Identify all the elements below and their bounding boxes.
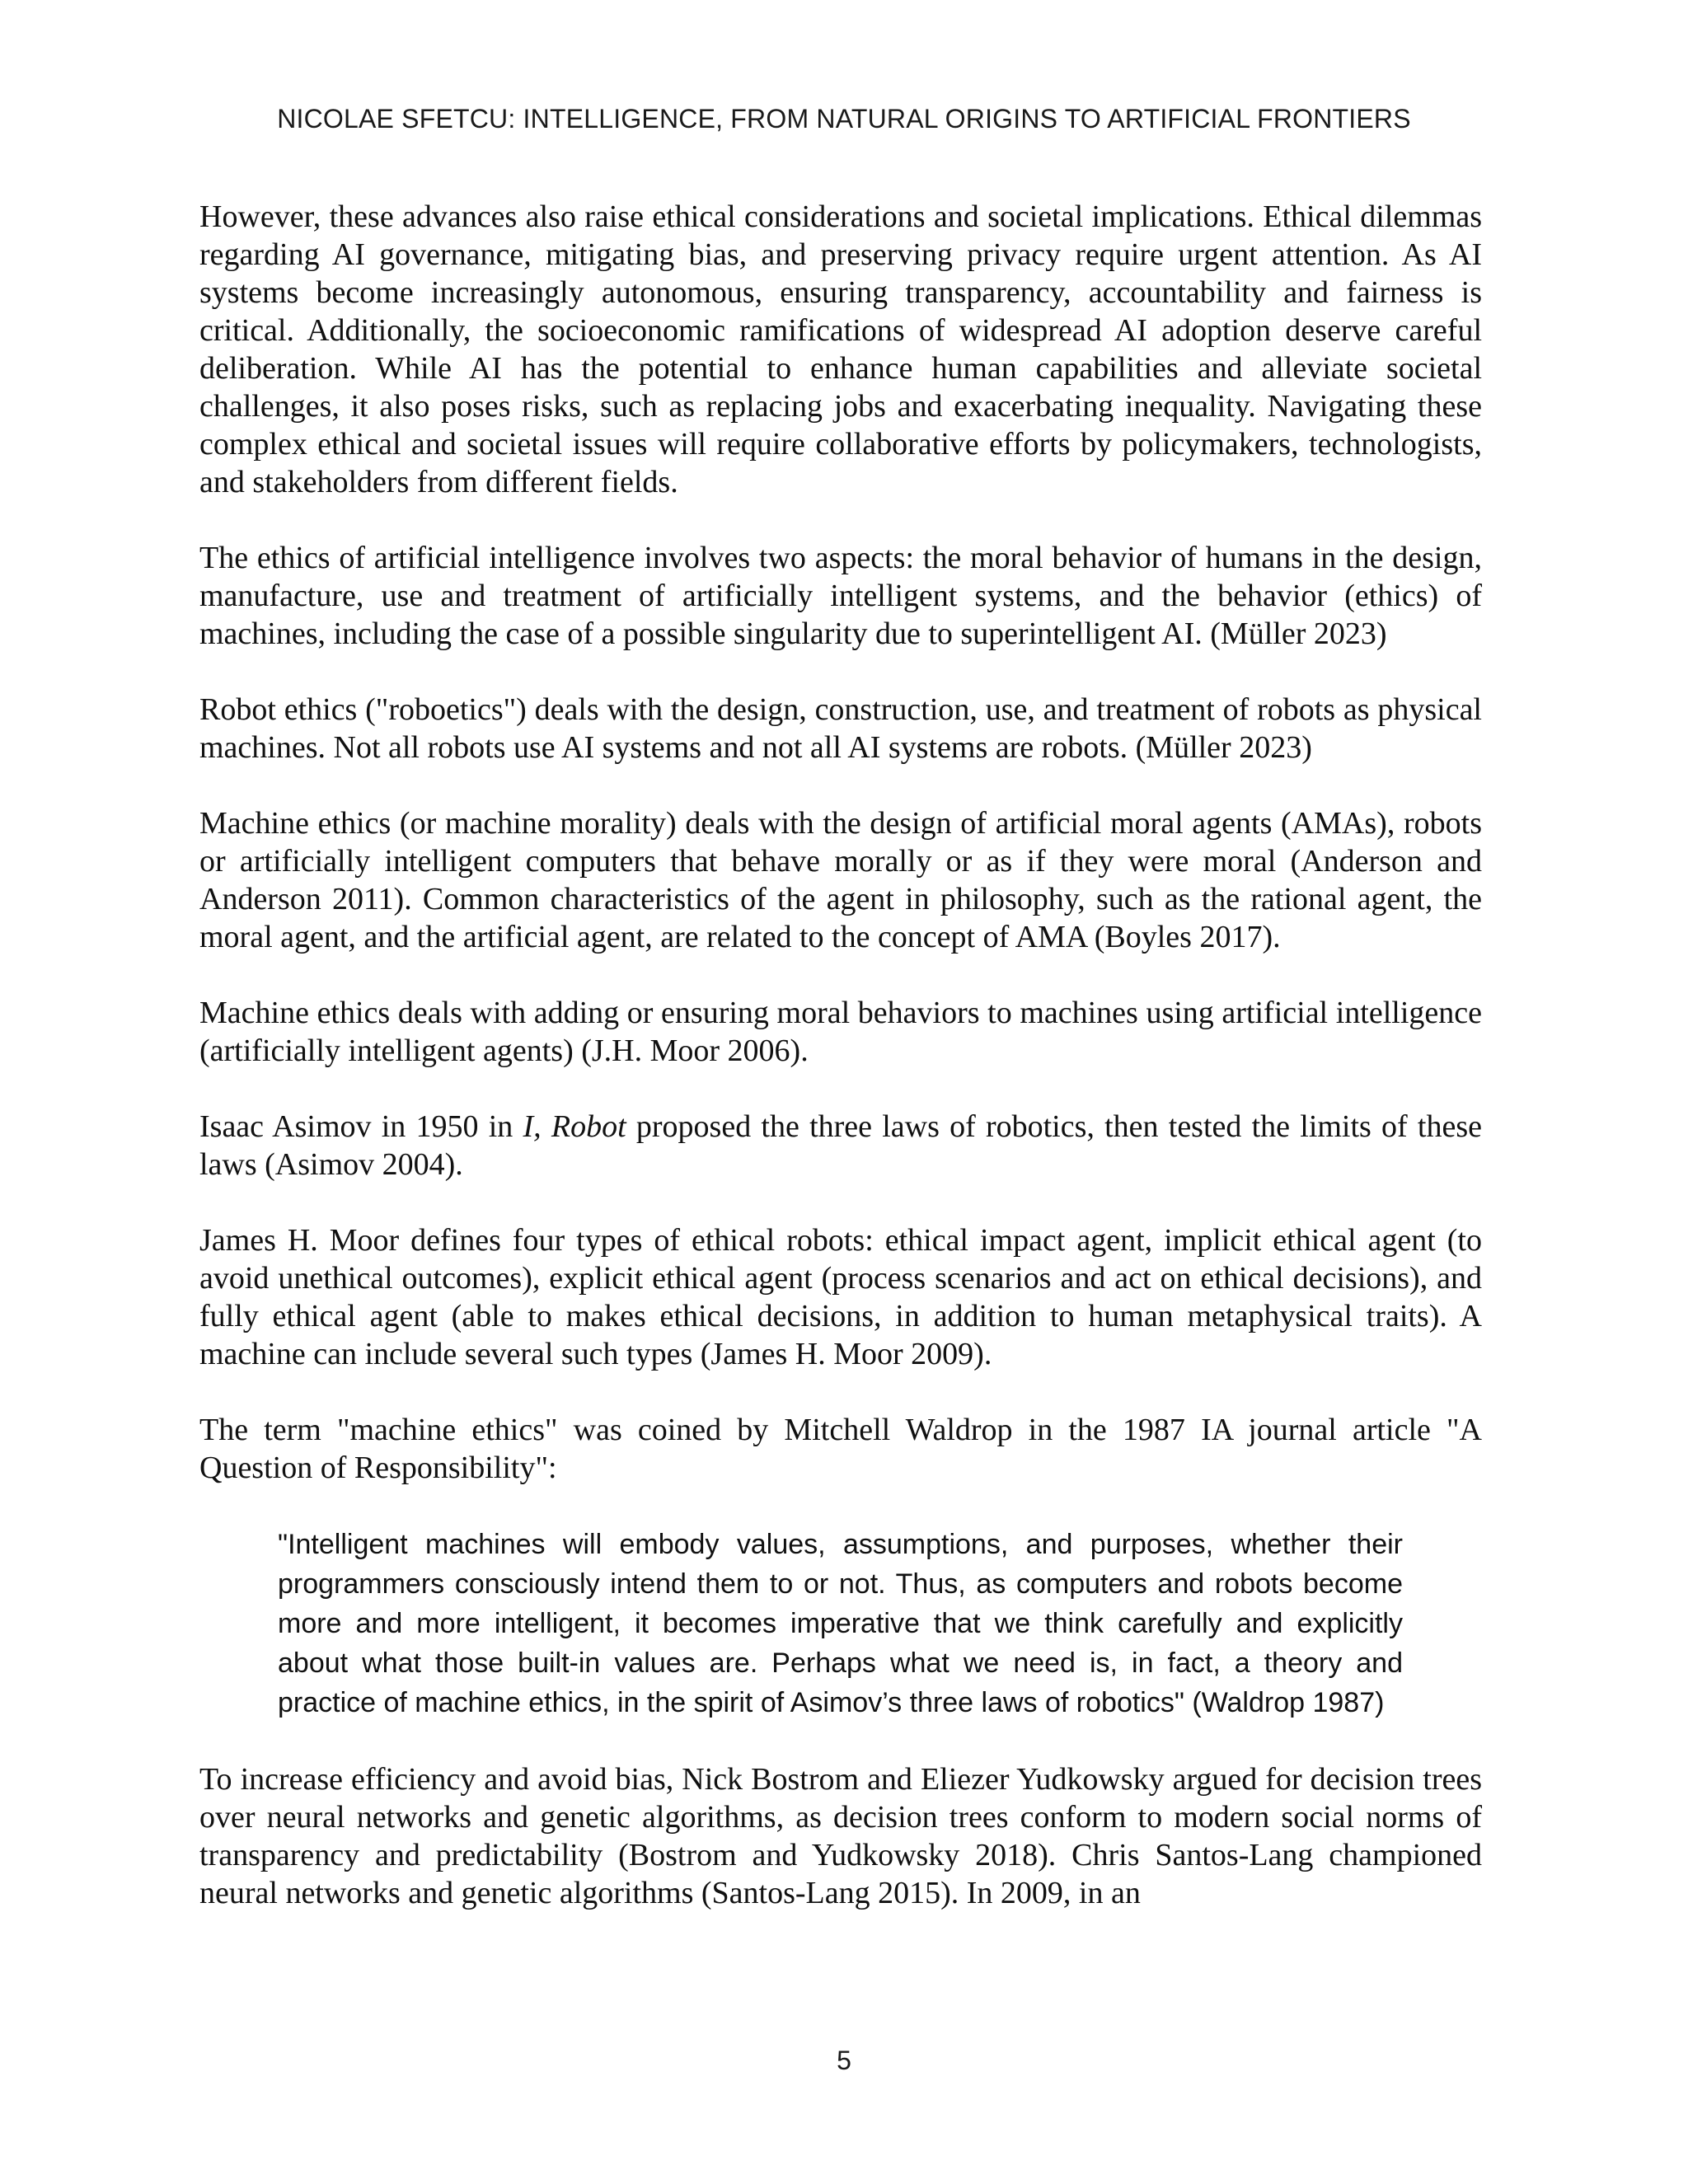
asimov-text-after: proposed the three laws of robotics, then tested the limits of these laws (Asimov 2004). [199,1109,1483,1182]
block-quote-waldrop: "Intelligent machines will embody values, assumptions, and purposes, whether their programmers consciously intend them to or not. Thus, as computers and robots become more and more intelligent, it becomes imperative that we think carefully and explicitly about what those built-in values are. Perhaps what we need is, in fact, a theory and practice of machine ethics, in the spirit of Asimov’s three laws of robotics" (Waldrop 1987) [278,1529,1403,1718]
page-number: 5 [837,2046,851,2075]
paragraph-ethics-two-aspects: The ethics of artificial intelligence involves two aspects: the moral behavior of humans in the design, manufacture, use and treatment of artificially intelligent systems, and the behavior (ethics) of machines, including the case of a possible singularity due to superintelligent AI. (Müller 2023) [199,541,1482,651]
paragraph-machine-ethics-amas: Machine ethics (or machine morality) deals with the design of artificial moral agents (AMAs), robots or artificially intelligent computers that behave morally or as if they were moral (Anderson and Anderson 2011). Common characteristics of the agent in philosophy, such as the rational agent, the moral agent, and the artificial agent, are related to the concept of AMA (Boyles 2017). [199,806,1482,954]
paragraph-term-machine-ethics: The term "machine ethics" was coined by Mitchell Waldrop in the 1987 IA journal article "A Question of Responsibility": [199,1413,1482,1485]
paragraph-moor-four-types: James H. Moor defines four types of ethical robots: ethical impact agent, implicit ethical agent (to avoid unethical outcomes), explicit ethical agent (process scenarios and act on ethical decisions), and fully ethical agent (able to makes ethical decisions, in addition to human metaphysical traits). A machine can include several such types (James H. Moor 2009). [199,1223,1482,1371]
paragraph-decision-trees: To increase efficiency and avoid bias, Nick Bostrom and Eliezer Yudkowsky argued for decision trees over neural networks and genetic algorithms, as decision trees conform to modern social norms of transparency and predictability (Bostrom and Yudkowsky 2018). Chris Santos-Lang championed neural networks and genetic algorithms (Santos-Lang 2015). In 2009, in an [199,1762,1482,1910]
asimov-text-before: Isaac Asimov in 1950 in [199,1109,523,1144]
paragraph-asimov-laws [199,1108,1482,1183]
book-title-i-robot: I, Robot [523,1109,626,1144]
running-header: NICOLAE SFETCU: INTELLIGENCE, FROM NATURAL ORIGINS TO ARTIFICIAL FRONTIERS [277,104,1411,134]
body-text [199,198,1482,1912]
paragraph-robot-ethics: Robot ethics ("roboetics") deals with the design, construction, use, and treatment of robots as physical machines. Not all robots use AI systems and not all AI systems are robots. (Müller 2023) [199,692,1482,765]
paragraph-ai-ethics-implications: However, these advances also raise ethical considerations and societal implications. Ethical dilemmas regarding AI governance, mitigating bias, and preserving privacy require urgent attention. As AI systems become increasingly autonomous, ensuring transparency, accountability and fairness is critical. Additionally, the socioeconomic ramifications of widespread AI adoption deserve careful deliberation. While AI has the potential to enhance human capabilities and alleviate societal challenges, it also poses risks, such as replacing jobs and exacerbating inequality. Navigating these complex ethical and societal issues will require collaborative efforts by policymakers, technologists, and stakeholders from different fields. [199,199,1482,499]
paragraph-machine-ethics-behaviors: Machine ethics deals with adding or ensuring moral behaviors to machines using artificial intelligence (artificially intelligent agents) (J.H. Moor 2006). [199,996,1482,1068]
